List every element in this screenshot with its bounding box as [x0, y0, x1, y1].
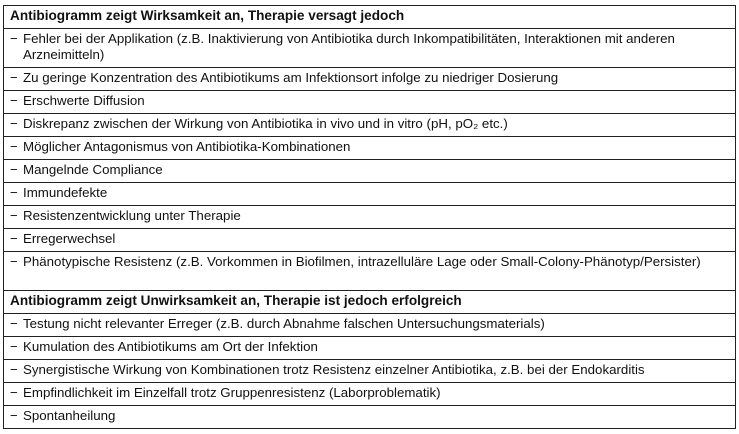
dash-bullet: −: [10, 93, 18, 108]
list-item: Testung nicht relevanter Erreger (z.B. durch Abnahme falschen Untersuchungsmaterials): [23, 316, 545, 331]
dash-bullet: −: [10, 316, 18, 331]
table-row: [4, 252, 736, 291]
table-row: [4, 406, 736, 429]
dash-bullet: −: [10, 31, 18, 46]
dash-bullet: −: [10, 70, 18, 85]
table-row: [4, 137, 736, 160]
list-item: Resistenzentwicklung unter Therapie: [23, 208, 241, 223]
list-item: Immundefekte: [23, 185, 108, 200]
list-item: Erschwerte Diffusion: [23, 93, 145, 108]
dash-bullet: −: [10, 185, 18, 200]
list-item: Empfindlichkeit im Einzelfall trotz Gruppenresistenz (Laborproblematik): [23, 385, 441, 400]
list-item: Synergistische Wirkung von Kombinationen trotz Resistenz einzelner Antibiotika, z.B. bei der Endokarditis: [23, 362, 645, 377]
table-row: [4, 160, 736, 183]
dash-bullet: −: [10, 254, 18, 269]
table-row: [4, 29, 736, 68]
section-heading-row: [4, 6, 736, 29]
list-item: Phänotypische Resistenz (z.B. Vorkommen in Biofilmen, intrazelluläre Lage oder Small-Colony-Phänotyp/Persister): [23, 254, 701, 269]
table-row: [4, 206, 736, 229]
dash-bullet: −: [10, 408, 18, 423]
table-row: [4, 91, 736, 114]
table-row: [4, 337, 736, 360]
list-item: Möglicher Antagonismus von Antibiotika-Kombinationen: [23, 139, 351, 154]
dash-bullet: −: [10, 385, 18, 400]
dash-bullet: −: [10, 208, 18, 223]
table-row: [4, 114, 736, 137]
dash-bullet: −: [10, 231, 18, 246]
list-item: Kumulation des Antibiotikums am Ort der Infektion: [23, 339, 318, 354]
table-row: [4, 360, 736, 383]
section-heading: Antibiogramm zeigt Unwirksamkeit an, Therapie ist jedoch erfolgreich: [4, 291, 736, 314]
section-heading: Antibiogramm zeigt Wirksamkeit an, Therapie versagt jedoch: [4, 6, 736, 29]
dash-bullet: −: [10, 339, 18, 354]
table-row: [4, 229, 736, 252]
list-item: Mangelnde Compliance: [23, 162, 163, 177]
antibiogram-table: [3, 5, 736, 429]
dash-bullet: −: [10, 139, 18, 154]
section-heading-row: [4, 291, 736, 314]
list-item: Fehler bei der Applikation (z.B. Inaktivierung von Antibiotika durch Inkompatibilitäten, Interaktionen mit anderen Arzneimitteln): [23, 31, 675, 62]
list-item: Diskrepanz zwischen der Wirkung von Antibiotika in vivo und in vitro (pH, pO₂ etc.): [23, 116, 508, 131]
list-item: Zu geringe Konzentration des Antibiotikums am Infektionsort infolge zu niedriger Dosierung: [23, 70, 559, 85]
table-row: [4, 314, 736, 337]
table-row: [4, 183, 736, 206]
table-row: [4, 68, 736, 91]
list-item: Spontanheilung: [23, 408, 116, 423]
list-item: Erregerwechsel: [23, 231, 116, 246]
dash-bullet: −: [10, 362, 18, 377]
dash-bullet: −: [10, 116, 18, 131]
dash-bullet: −: [10, 162, 18, 177]
table-row: [4, 383, 736, 406]
